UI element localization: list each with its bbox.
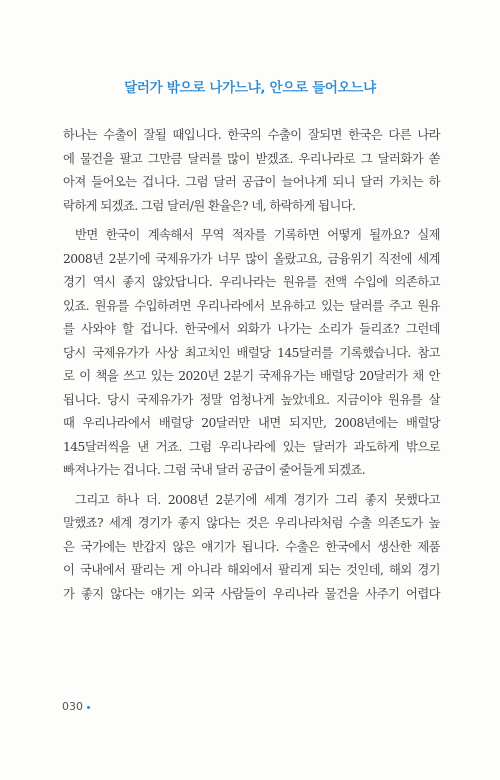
text-line: 반면 한국이 계속해서 무역 적자를 기록하면 어떻게 될까요? 실제 xyxy=(75,228,440,242)
paragraph xyxy=(63,124,440,218)
section-heading: 달러가 밖으로 나가느냐, 안으로 들어오느냐 xyxy=(124,80,376,96)
text-line: 말했죠? 세계 경기가 좋지 않다는 것은 우리나라처럼 수출 의존도가 높 xyxy=(63,516,440,530)
text-line: 가 좋지 않다는 얘기는 외국 사람들이 우리나라 물건을 사주기 어렵다 xyxy=(63,586,440,601)
text-line: 하나는 수출이 잘될 때입니다. 한국의 수출이 잘되면 한국은 다른 나라 xyxy=(63,128,440,142)
text-line: 이 국내에서 팔리는 게 아니라 해외에서 팔리게 되는 것인데, 해외 경기 xyxy=(63,563,440,577)
text-line: 로 이 책을 쓰고 있는 2020년 2분기 국제유가는 배럴당 20달러가 채 안 xyxy=(63,369,440,383)
page-number: 030 xyxy=(62,700,83,713)
text-line: 에 물건을 팔고 그만큼 달러를 많이 받겠죠. 우리나라로 그 달러화가 쏟 xyxy=(63,151,440,166)
page-footer xyxy=(62,700,90,713)
text-line: 빠져나가는 겁니다. 그럼 국내 달러 공급이 줄어들게 되겠죠. xyxy=(63,463,366,477)
text-line: 때 우리나라에서 배럴당 20달러만 내면 되지만, 2008년에는 배럴당 xyxy=(63,416,440,430)
body-text xyxy=(63,124,440,606)
paragraph xyxy=(63,489,440,607)
text-line: 그리고 하나 더. 2008년 2분기에 세계 경기가 그리 좋지 못했다고 xyxy=(75,492,440,507)
text-line: 은 국가에는 반갑지 않은 얘기가 됩니다. 수출은 한국에서 생산한 제품 xyxy=(63,539,440,554)
text-line: 145달러씩을 낸 거죠. 그럼 우리나라에 있는 달러가 과도하게 밖으로 xyxy=(63,439,440,454)
text-line: 당시 국제유가가 사상 최고치인 배럴당 145달러를 기록했습니다. 참고 xyxy=(63,345,440,360)
text-line: 경기 역시 좋지 않았답니다. 우리나라는 원유를 전액 수입에 의존하고 xyxy=(63,275,440,289)
text-line: 락하게 되겠죠. 그럼 달러/원 환율은? 네, 하락하게 됩니다. xyxy=(63,198,356,213)
text-line: 있죠. 원유를 수입하려면 우리나라에서 보유하고 있는 달러를 주고 원유 xyxy=(63,298,440,313)
bullet-dot-icon xyxy=(87,706,90,709)
text-line: 2008년 2분기에 국제유가가 너무 많이 올랐고요, 금융위기 직전에 세계 xyxy=(63,251,440,266)
paragraph xyxy=(63,224,440,483)
text-line: 아져 들어오는 겁니다. 그럼 달러 공급이 늘어나게 되니 달러 가치는 하 xyxy=(63,175,440,189)
text-line: 됩니다. 당시 국제유가가 정말 엄청나게 높았네요. 지금이야 원유를 살 xyxy=(63,392,440,407)
text-line: 를 사와야 할 겁니다. 한국에서 외화가 나가는 소리가 들리죠? 그런데 xyxy=(63,322,440,336)
